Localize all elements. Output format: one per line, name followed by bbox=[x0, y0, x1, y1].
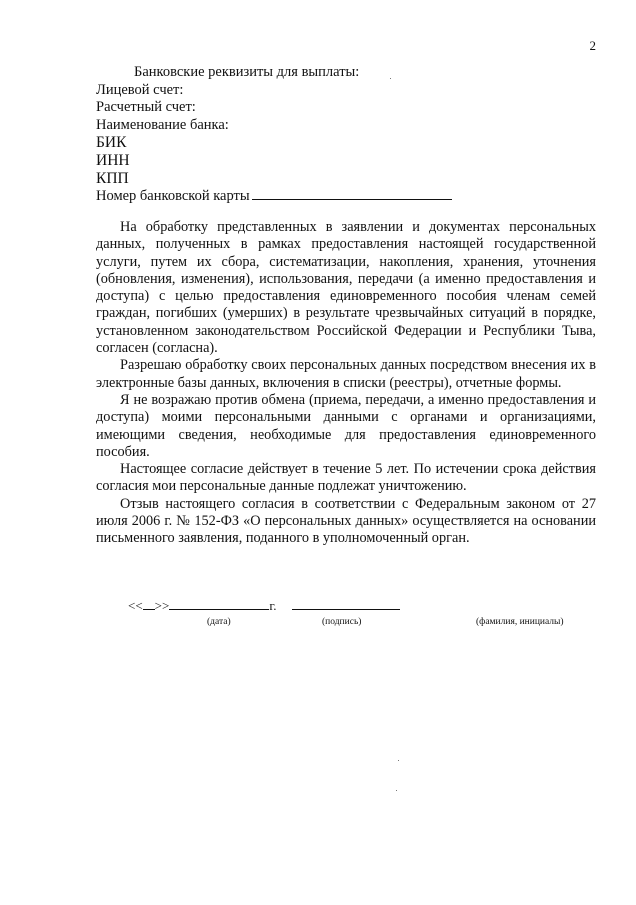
caption-date: (дата) bbox=[207, 617, 231, 627]
scan-speck bbox=[390, 78, 391, 79]
caption-name: (фамилия, инициалы) bbox=[476, 617, 564, 627]
day-blank bbox=[143, 599, 155, 610]
caption-signature: (подпись) bbox=[322, 617, 362, 627]
signature-row bbox=[128, 598, 400, 614]
card-number-blank bbox=[252, 187, 452, 200]
consent-text bbox=[96, 219, 596, 548]
field-settlement-account: Расчетный счет: bbox=[96, 99, 196, 116]
year-suffix: г. bbox=[269, 598, 277, 613]
month-year-blank bbox=[169, 599, 269, 610]
field-bank-name: Наименование банка: bbox=[96, 116, 229, 133]
field-inn: ИНН bbox=[96, 151, 130, 169]
consent-paragraph-5: Отзыв настоящего согласия в соответствии с Федеральным законом от 27 июля 2006 г. № 152-ФЗ «О персональных данных» осуществляется на основании письменного заявления, поданного в уполномоченный орган. bbox=[96, 495, 596, 547]
field-kpp: КПП bbox=[96, 169, 129, 187]
consent-paragraph-3: Я не возражаю против обмена (приема, передачи, а именно предоставления и доступа) моими персональными данными с органами и организациями, имеющими сведения, необходимые для предоставления единовременного пособия. bbox=[96, 391, 596, 460]
consent-paragraph-4: Настоящее согласие действует в течение 5 лет. По истечении срока действия согласия мои персональные данные подлежат уничтожению. bbox=[96, 461, 596, 495]
open-quote: << bbox=[128, 598, 143, 613]
scan-speck bbox=[396, 790, 397, 791]
close-quote: >> bbox=[154, 598, 170, 613]
signature-blank bbox=[292, 599, 400, 610]
consent-paragraph-1: На обработку представленных в заявлении и документах персональных данных, полученных в рамках предоставления настоящей государственной услуги, путем их сбора, систематизации, накопления, хранения, уточнения (обновления, изменения), использования, передачи (а именно предоставления и доступа) с целью предоставления единовременного пособия членам семей граждан, погибших (умерших) в результате чрезвычайных ситуаций в порядке, установленном законодательством Российской Федерации и Республики Тыва, согласен (согласна). bbox=[96, 219, 596, 357]
field-card-number bbox=[96, 187, 516, 206]
page-number: 2 bbox=[589, 38, 596, 53]
scan-speck bbox=[398, 760, 399, 761]
card-number-label: Номер банковской карты bbox=[96, 188, 250, 205]
bank-details-section bbox=[96, 64, 516, 206]
field-personal-account: Лицевой счет: bbox=[96, 81, 184, 98]
bank-details-title: Банковские реквизиты для выплаты: bbox=[134, 64, 360, 80]
consent-paragraph-2: Разрешаю обработку своих персональных данных посредством внесения их в электронные базы данных, включения в списки (реестры), отчетные формы. bbox=[96, 357, 596, 391]
field-bik: БИК bbox=[96, 134, 127, 152]
